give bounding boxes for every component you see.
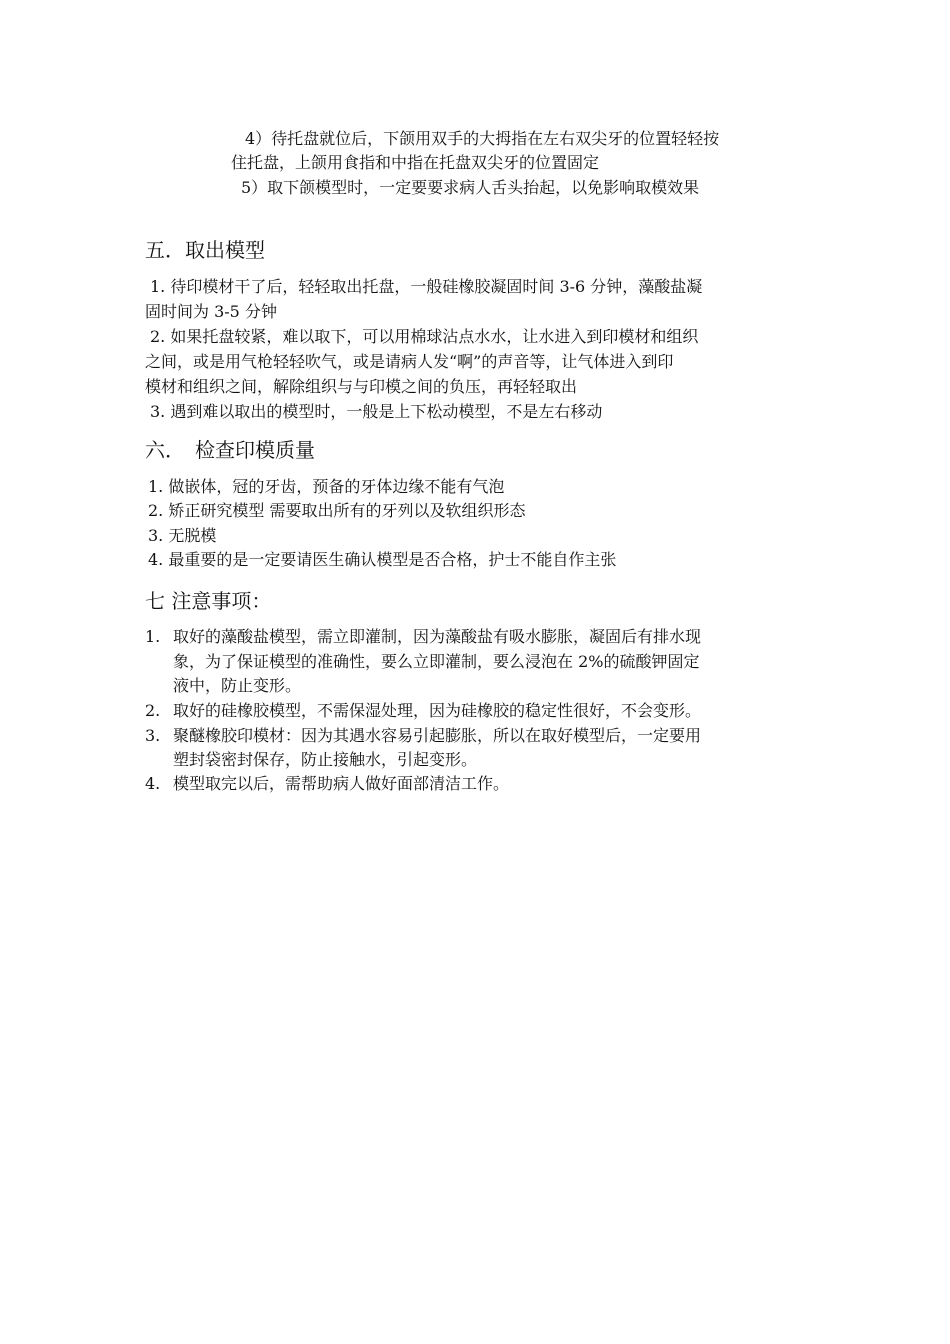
section-5-para-1-line-2: 固时间为 3-5 分钟 (145, 302, 277, 321)
note-3-line-2: 塑封袋密封保存，防止接触水，引起变形。 (173, 750, 478, 769)
note-4-line-1: 模型取完以后，需帮助病人做好面部清洁工作。 (173, 774, 510, 793)
section-7-heading: 七 注意事项： (145, 589, 272, 613)
section-6-item-3: 3. 无脱模 (148, 526, 217, 545)
note-1-line-3: 液中，防止变形。 (173, 676, 302, 695)
step-4-line-2: 住托盘，上颌用食指和中指在托盘双尖牙的位置固定 (231, 153, 600, 172)
note-3-number: 3. (145, 726, 161, 745)
note-1-line-2: 象，为了保证模型的准确性，要么立即灌制，要么浸泡在 2%的硫酸钾固定 (173, 652, 700, 671)
note-3-line-1: 聚醚橡胶印模材：因为其遇水容易引起膨胀，所以在取好模型后，一定要用 (173, 726, 702, 745)
section-5-para-3: 3. 遇到难以取出的模型时，一般是上下松动模型，不是左右移动 (150, 402, 603, 421)
note-4-number: 4. (145, 774, 161, 793)
section-5-heading: 五．取出模型 (145, 238, 265, 262)
section-5-para-1-line-1: 1. 待印模材干了后，轻轻取出托盘，一般硅橡胶凝固时间 3-6 分钟，藻酸盐凝 (150, 277, 703, 296)
step-5: 5）取下颌模型时，一定要要求病人舌头抬起，以免影响取模效果 (241, 178, 700, 197)
section-6-item-4: 4. 最重要的是一定要请医生确认模型是否合格，护士不能自作主张 (148, 550, 617, 569)
note-2-line-1: 取好的硅橡胶模型，不需保湿处理，因为硅橡胶的稳定性很好，不会变形。 (173, 701, 702, 720)
step-4-line-1: 4）待托盘就位后，下颌用双手的大拇指在左右双尖牙的位置轻轻按 (245, 129, 720, 148)
section-5-para-2-line-1: 2. 如果托盘较紧，难以取下，可以用棉球沾点水水，让水进入到印模材和组织 (150, 327, 699, 346)
section-6-item-1: 1. 做嵌体，冠的牙齿，预备的牙体边缘不能有气泡 (148, 477, 505, 496)
section-5-para-2-line-3: 模材和组织之间，解除组织与与印模之间的负压，再轻轻取出 (145, 377, 578, 396)
section-5-para-2-line-2: 之间，或是用气枪轻轻吹气，或是请病人发“啊”的声音等，让气体进入到印 (145, 352, 674, 371)
section-6-item-2: 2. 矫正研究模型 需要取出所有的牙列以及软组织形态 (148, 501, 526, 520)
note-1-line-1: 取好的藻酸盐模型，需立即灌制，因为藻酸盐有吸水膨胀，凝固后有排水现 (173, 627, 702, 646)
note-1-number: 1. (145, 627, 161, 646)
note-2-number: 2. (145, 701, 161, 720)
section-6-heading: 六． 检查印模质量 (145, 438, 315, 462)
